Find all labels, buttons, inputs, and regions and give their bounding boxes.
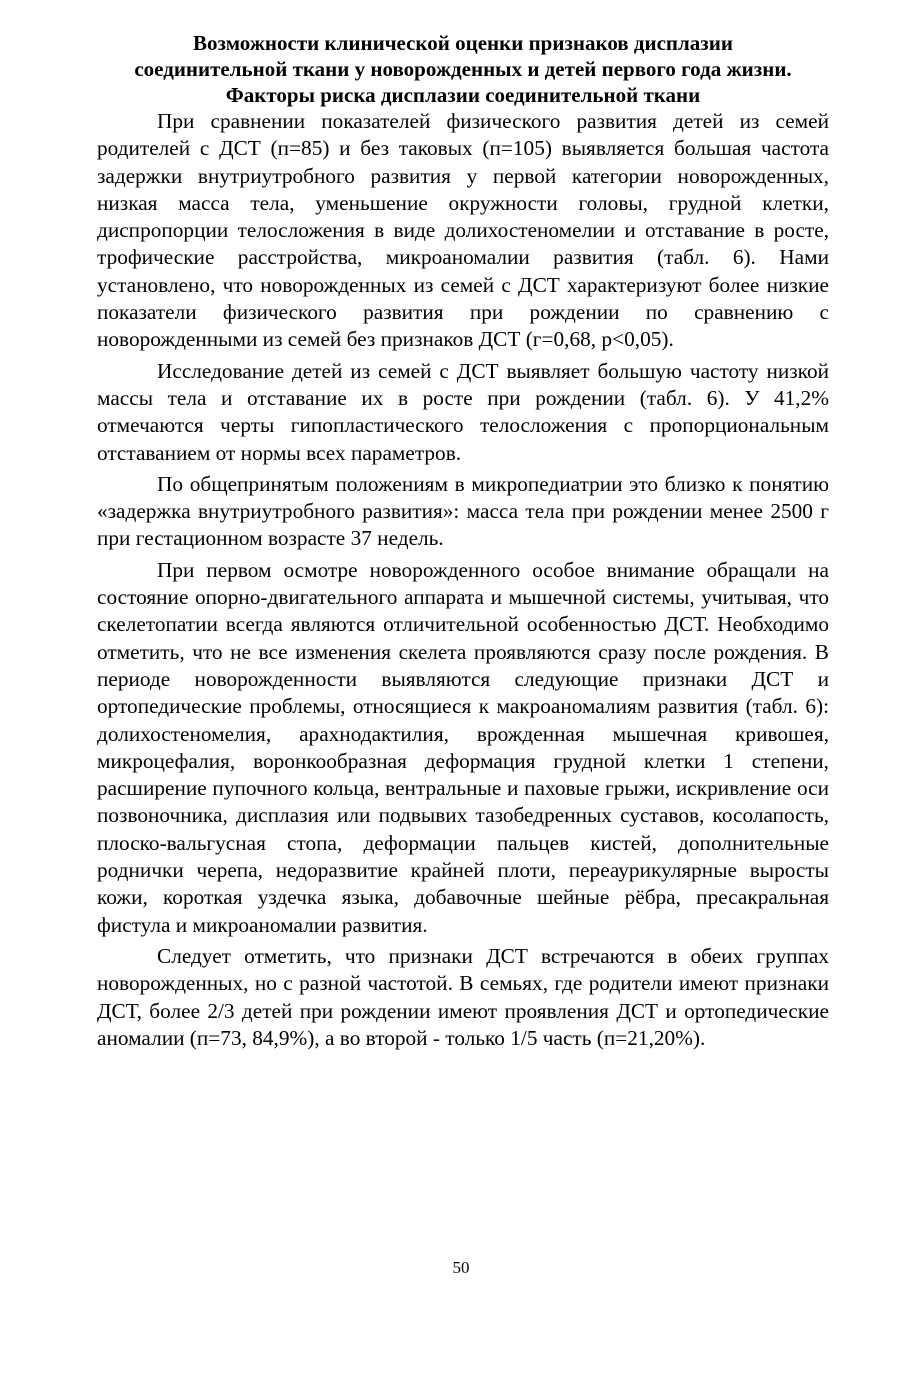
paragraph-low-birth-weight: Исследование детей из семей с ДСТ выявляет большую частоту низкой массы тела и отставание их в росте при рождении (табл. 6). У 41,2% отмечаются черты гипопластического телосложения с пропорциональным отставанием от нормы всех параметров. bbox=[97, 358, 829, 465]
document-page bbox=[97, 30, 829, 1056]
document-title: Возможности клинической оценки признаков дисплазии соединительной ткани у новорожденных и детей первого года жизни. Факторы риска дисплазии соединительной ткани bbox=[134, 31, 792, 107]
paragraph-skeletal-signs: При первом осмотре новорожденного особое внимание обращали на состояние опорно-двигательного аппарата и мышечной системы, учитывая, что скелетопатии всегда являются отличительной особенностью ДСТ. Необходимо отметить, что не все изменения скелета проявляются сразу после рождения. В периоде новорожденности выявляются следующие признаки ДСТ и ортопедические проблемы, относящиеся к макроаномалиям развития (табл. 6): долихостеномелия, арахнодактилия, врожденная мышечная кривошея, микроцефалия, воронкообразная деформация грудной клетки 1 степени, расширение пупочного кольца, вентральные и паховые грыжи, искривление оси позвоночника, дисплазия или подвывих тазобедренных суставов, косолапость, плоско-вальгусная стопа, деформации пальцев кистей, дополнительные роднички черепа, недоразвитие крайней плоти, переаурикулярные выросты кожи, короткая уздечка языка, добавочные шейные рёбра, пресакральная фистула и микроаномалии развития. bbox=[97, 557, 829, 937]
paragraph-growth-retardation-definition: По общепринятым положениям в микропедиатрии это близко к понятию «задержка внутриутробного развития»: масса тела при рождении менее 2500 г при гестационном возрасте 37 недель. bbox=[97, 471, 829, 551]
paragraph-physical-development: При сравнении показателей физического развития детей из семей родителей с ДСТ (п=85) и без таковых (п=105) выявляется большая частота задержки внутриутробного развития у первой категории новорожденных, низкая масса тела, уменьшение окружности головы, грудной клетки, диспропорции телосложения в виде долихостеномелии и отставание в росте, трофические расстройства, микроаномалии развития (табл. 6). Нами установлено, что новорожденных из семей с ДСТ характеризуют более низкие показатели физического развития при рождении по сравнению с новорожденными из семей без признаков ДСТ (г=0,68, р<0,05). bbox=[97, 109, 829, 352]
paragraph-frequency-comparison: Следует отметить, что признаки ДСТ встречаются в обеих группах новорожденных, но с разной частотой. В семьях, где родители имеют признаки ДСТ, более 2/3 детей при рождении имеют проявления ДСТ и ортопедические аномалии (п=73, 84,9%), а во второй - только 1/5 часть (п=21,20%). bbox=[97, 943, 829, 1050]
page-number: 50 bbox=[452, 1258, 470, 1277]
